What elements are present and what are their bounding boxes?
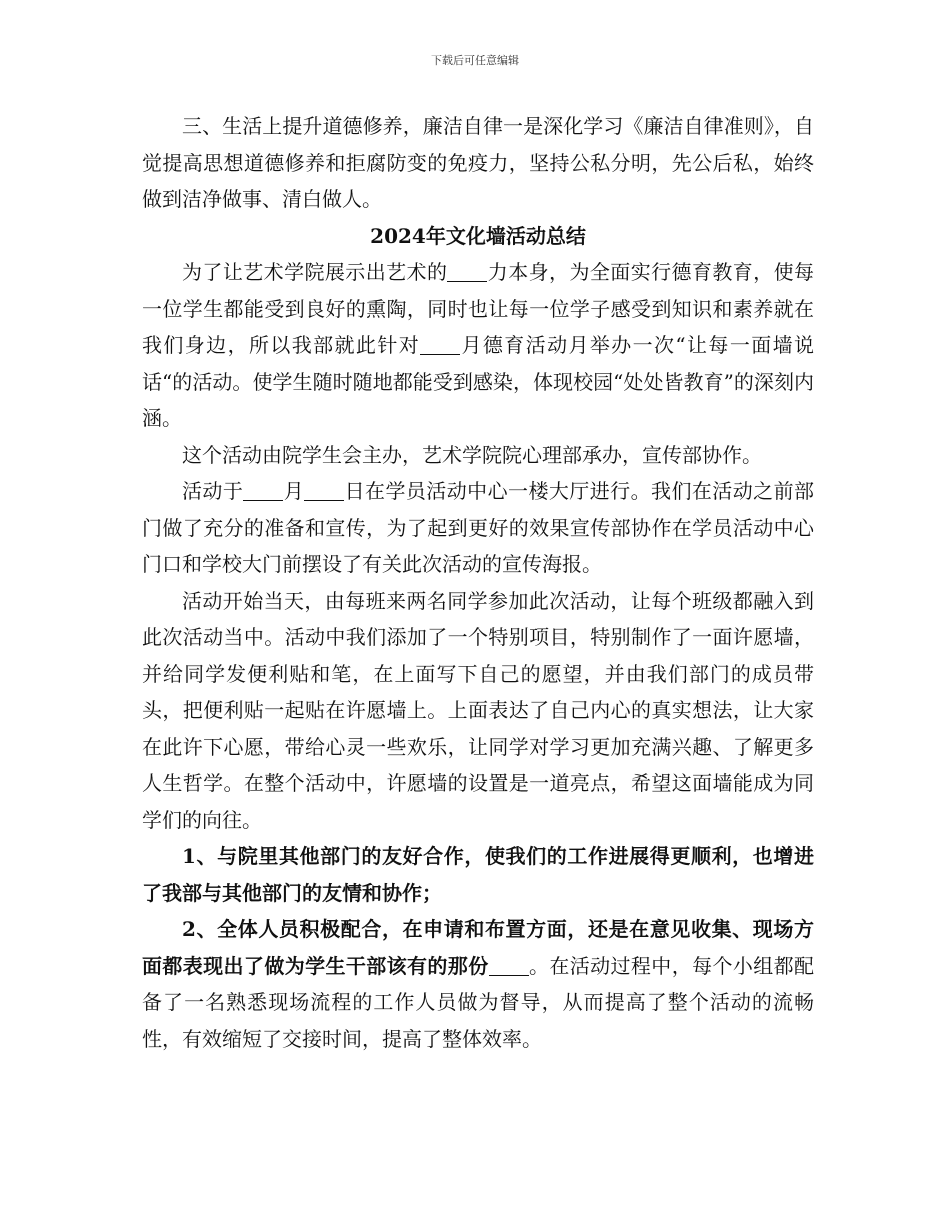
paragraph-intro xyxy=(142,254,814,437)
paragraph-integrity: 三、生活上提升道德修养，廉洁自律一是深化学习《廉洁自律准则》，自觉提高思想道德修养和拒腐防变的免疫力，坚持公私分明，先公后私，始终做到洁净做事、清白做人。 xyxy=(142,114,814,211)
date-text-c: 日在学员活动中心一楼大厅进行。我们在活动之前部门做了充分的准备和宣传，为了起到更好的效果宣传部协作在学员活动中心门口和学校大门前摆设了有关此次活动的宣传海报。 xyxy=(142,479,815,576)
header-note: 下载后可任意编辑 xyxy=(431,54,519,67)
paragraph-organizers: 这个活动由院学生会主办，艺术学院院心理部承办，宣传部协作。 xyxy=(182,442,762,467)
paragraph-point-2 xyxy=(142,911,814,1057)
document-title: 2024年文化墙活动总结 xyxy=(370,223,586,248)
date-text-a: 活动于 xyxy=(182,479,244,503)
paragraph-point-1: 1、与院里其他部门的友好合作，使我们的工作进展得更顺利，也增进了我部与其他部门的友情和协作； xyxy=(142,844,814,905)
point-2-rest: 。在活动过程中，每个小组都配备了一名熟悉现场流程的工作人员做为督导，从而提高了整个活动的流畅性，有效缩短了交接时间，提高了整体效率。 xyxy=(142,953,815,1051)
blank-line xyxy=(489,955,529,976)
blank-line xyxy=(243,480,283,501)
blank-line xyxy=(447,261,487,282)
document-body xyxy=(142,108,814,1057)
intro-text-b: 力本身，为全面实行德育教育，使每一位学生都能受到良好的熏陶，同时也让每一位学子感受到知识和素养就在我们身边，所以我部就此针对 xyxy=(142,260,815,357)
paragraph-activity: 活动开始当天，由每班来两名同学参加此次活动，让每个班级都融入到此次活动当中。活动中我们添加了一个特别项目，特别制作了一面许愿墙，并给同学发便利贴和笔，在上面写下自己的愿望，并由我们部门的成员带头，把便利贴一起贴在许愿墙上。上面表达了自己内心的真实想法，让大家在此许下心愿，带给心灵一些欢乐，让同学对学习更加充满兴趣、了解更多人生哲学。在整个活动中，许愿墙的设置是一道亮点，希望这面墙能成为同学们的向往。 xyxy=(142,588,814,832)
blank-line xyxy=(420,334,460,355)
intro-text-a: 为了让艺术学院展示出艺术的 xyxy=(182,260,448,284)
intro-text-c: 月德育活动月举办一次“让每一面墙说话“的活动。使学生随时随地都能受到感染，体现校园“处处皆教育”的深刻内涵。 xyxy=(142,333,815,430)
date-text-b: 月 xyxy=(283,479,305,503)
blank-line xyxy=(304,480,344,501)
paragraph-date-venue xyxy=(142,473,814,583)
point-2-bold: 2、全体人员积极配合，在申请和布置方面，还是在意见收集、现场方面都表现出了做为学生干部该有的那份 xyxy=(142,917,814,978)
